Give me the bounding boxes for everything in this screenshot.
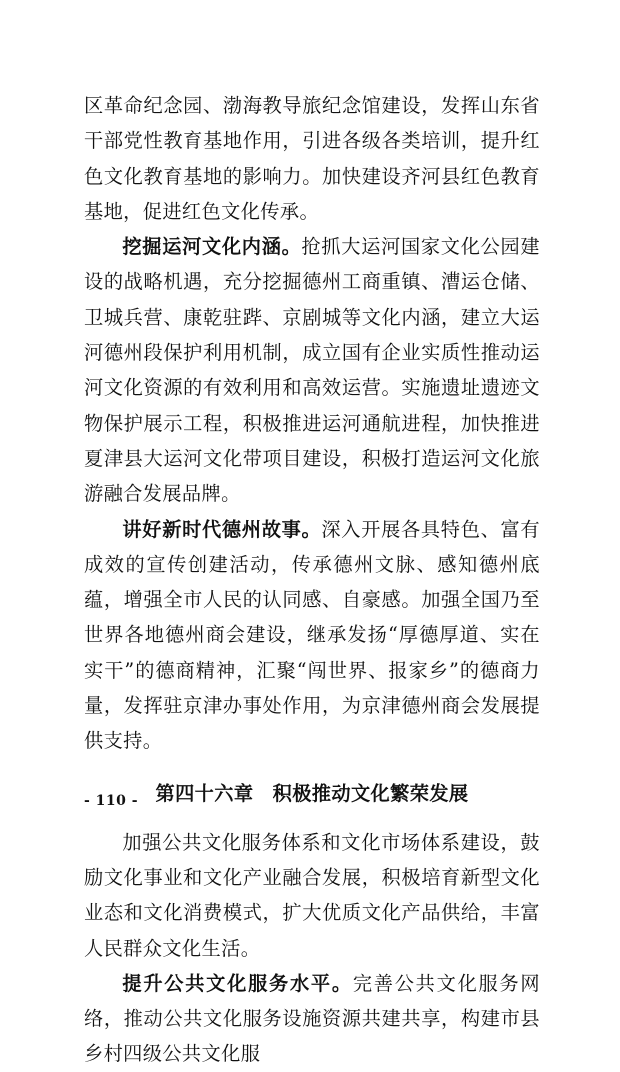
paragraph-text: 深入开展各具特色、富有成效的宣传创建活动，传承德州文脉、感知德州底蕴，增强全市人民的认同感、自豪感。加强全国乃至世界各地德州商会建设，继承发扬“厚德厚道、实在实干”的德商精神，汇聚“闯世界、报家乡”的德商力量，发挥驻京津办事处作用，为京津德州商会发展提供支持。 [84, 517, 541, 753]
paragraph-text: 完善公共文化服务网络，推动公共文化服务设施资源共建共享，构建市县乡村四级公共文化服 [84, 971, 540, 1066]
paragraph-lead: 挖掘运河文化内涵。 [122, 235, 302, 259]
paragraph-public-culture-service [84, 966, 540, 1072]
document-page [84, 88, 540, 1072]
paragraph-text: 抢抓大运河国家文化公园建设的战略机遇，充分挖掘德州工商重镇、漕运仓储、卫城兵营、康乾驻跸、京剧城等文化内涵，建立大运河德州段保护利用机制，成立国有企业实质性推动运河文化资源的有效利用和高效运营。实施遗址遗迹文物保护展示工程，积极推进运河通航进程，加快推进夏津县大运河文化带项目建设，积极打造运河文化旅游融合发展品牌。 [84, 235, 540, 506]
paragraph-dezhou-story [84, 512, 540, 759]
chapter-number: 第四十六章 [155, 781, 254, 805]
paragraph-chapter-intro [84, 825, 540, 966]
paragraph-text: 区革命纪念园、渤海教导旅纪念馆建设，发挥山东省干部党性教育基地作用，引进各级各类培训，提升红色文化教育基地的影响力。加快建设齐河县红色教育基地，促进红色文化传承。 [84, 94, 540, 223]
chapter-heading [84, 779, 540, 809]
paragraph-lead: 提升公共文化服务水平。 [122, 971, 353, 995]
paragraph-red-education-base [84, 88, 540, 229]
page-number: - 110 - [84, 793, 139, 809]
paragraph-text: 加强公共文化服务体系和文化市场体系建设，鼓励文化事业和文化产业融合发展，积极培育新型文化业态和文化消费模式，扩大优质文化产品供给，丰富人民群众文化生活。 [84, 830, 540, 960]
chapter-title: 积极推动文化繁荣发展 [272, 781, 469, 805]
paragraph-lead: 讲好新时代德州故事。 [122, 517, 322, 541]
paragraph-canal-culture [84, 229, 540, 511]
